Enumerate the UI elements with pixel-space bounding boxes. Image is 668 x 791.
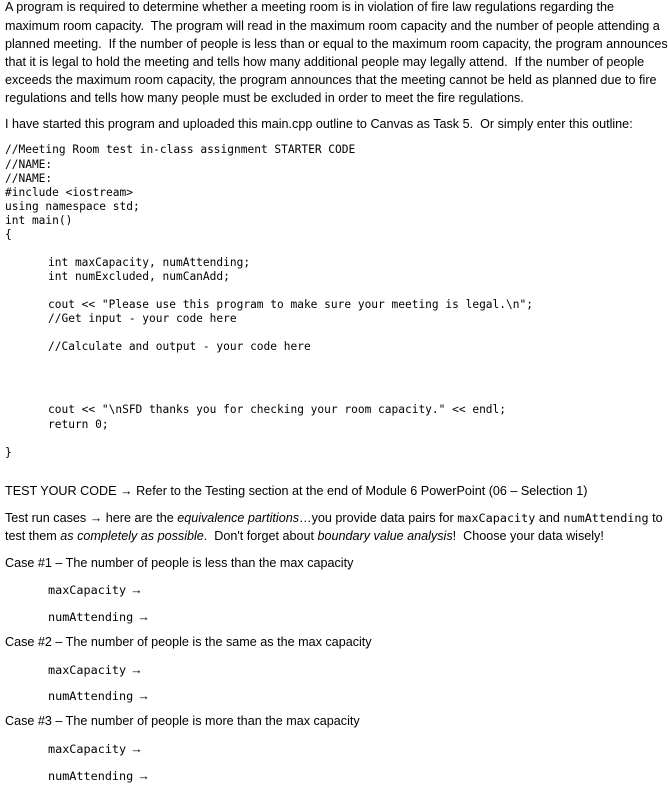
test-run-text: Test run cases → here are the (5, 511, 178, 525)
code-line: int main() (5, 214, 73, 227)
test-run-text: test them (5, 529, 61, 543)
code-line: } (5, 446, 12, 459)
arrow-icon: → (130, 742, 143, 756)
case-3-title: Case #3 – The number of people is more than the max capacity (5, 714, 360, 728)
field-label: maxCapacity (48, 663, 127, 677)
case-2-title: Case #2 – The number of people is the same as the max capacity (5, 635, 372, 649)
field-label: maxCapacity (48, 742, 127, 756)
case-1-maxcapacity (48, 581, 143, 599)
test-run-line-2 (5, 529, 604, 543)
code-line: return 0; (48, 418, 109, 431)
case-3-numattending (48, 767, 150, 785)
arrow-icon: → (137, 610, 150, 624)
started-text: I have started this program and uploaded this main.cpp outline to Canvas as Task 5. Or simply enter this outline: (5, 117, 633, 131)
code-line: { (5, 228, 12, 241)
code-line: int numExcluded, numCanAdd; (48, 270, 230, 283)
case-2-numattending (48, 687, 150, 705)
intro-line-2: maximum room capacity. The program will read in the maximum room capacity and the number of people attending a (5, 19, 660, 33)
field-label: numAttending (48, 689, 134, 703)
test-your-code-text: TEST YOUR CODE → Refer to the Testing section at the end of Module 6 PowerPoint (06 – Selection 1) (5, 484, 588, 498)
var-numattending: numAttending (563, 511, 649, 525)
field-label: numAttending (48, 610, 134, 624)
test-run-emphasis: equivalence partitions (177, 511, 300, 525)
intro-line-1: A program is required to determine whether a meeting room is in violation of fire law regulations regarding the (5, 0, 615, 14)
case-2-maxcapacity (48, 661, 143, 679)
arrow-icon: → (130, 663, 143, 677)
code-line: //NAME: (5, 158, 53, 171)
intro-line-4: that it is legal to hold the meeting and tells how many additional people may legally attend. If the number of people (5, 55, 645, 69)
test-run-text: …you provide data pairs for (299, 511, 458, 525)
code-line: #include <iostream> (5, 186, 133, 199)
case-3-maxcapacity (48, 740, 143, 758)
code-line: int maxCapacity, numAttending; (48, 256, 251, 269)
test-run-emphasis: as completely as possible (60, 529, 204, 543)
arrow-icon: → (137, 689, 150, 703)
var-maxcapacity: maxCapacity (457, 511, 536, 525)
code-line: cout << "Please use this program to make sure your meeting is legal.\n"; (48, 298, 533, 311)
code-line: //Calculate and output - your code here (48, 340, 311, 353)
test-run-text: and (535, 511, 564, 525)
arrow-icon: → (137, 769, 150, 783)
code-line: //NAME: (5, 172, 53, 185)
test-run-line-1 (5, 511, 663, 525)
field-label: numAttending (48, 769, 134, 783)
code-line: //Get input - your code here (48, 312, 237, 325)
intro-line-3: planned meeting. If the number of people is less than or equal to the maximum room capacity, the program announces (5, 37, 668, 51)
case-1-title: Case #1 – The number of people is less than the max capacity (5, 556, 354, 570)
test-run-text: to (648, 511, 663, 525)
arrow-icon: → (130, 583, 143, 597)
case-1-numattending (48, 608, 150, 626)
code-line: using namespace std; (5, 200, 140, 213)
field-label: maxCapacity (48, 583, 127, 597)
test-run-emphasis: boundary value analysis (317, 529, 453, 543)
intro-line-6: regulations and tells how many people must be excluded in order to meet the fire regulations. (5, 91, 524, 105)
code-line: //Meeting Room test in-class assignment STARTER CODE (5, 143, 356, 156)
code-line: cout << "\nSFD thanks you for checking your room capacity." << endl; (48, 403, 507, 416)
test-run-text: . Don't forget about (203, 529, 318, 543)
intro-line-5: exceeds the maximum room capacity, the program announces that the meeting cannot be held as planned due to fire (5, 73, 657, 87)
test-run-text: ! Choose your data wisely! (452, 529, 604, 543)
